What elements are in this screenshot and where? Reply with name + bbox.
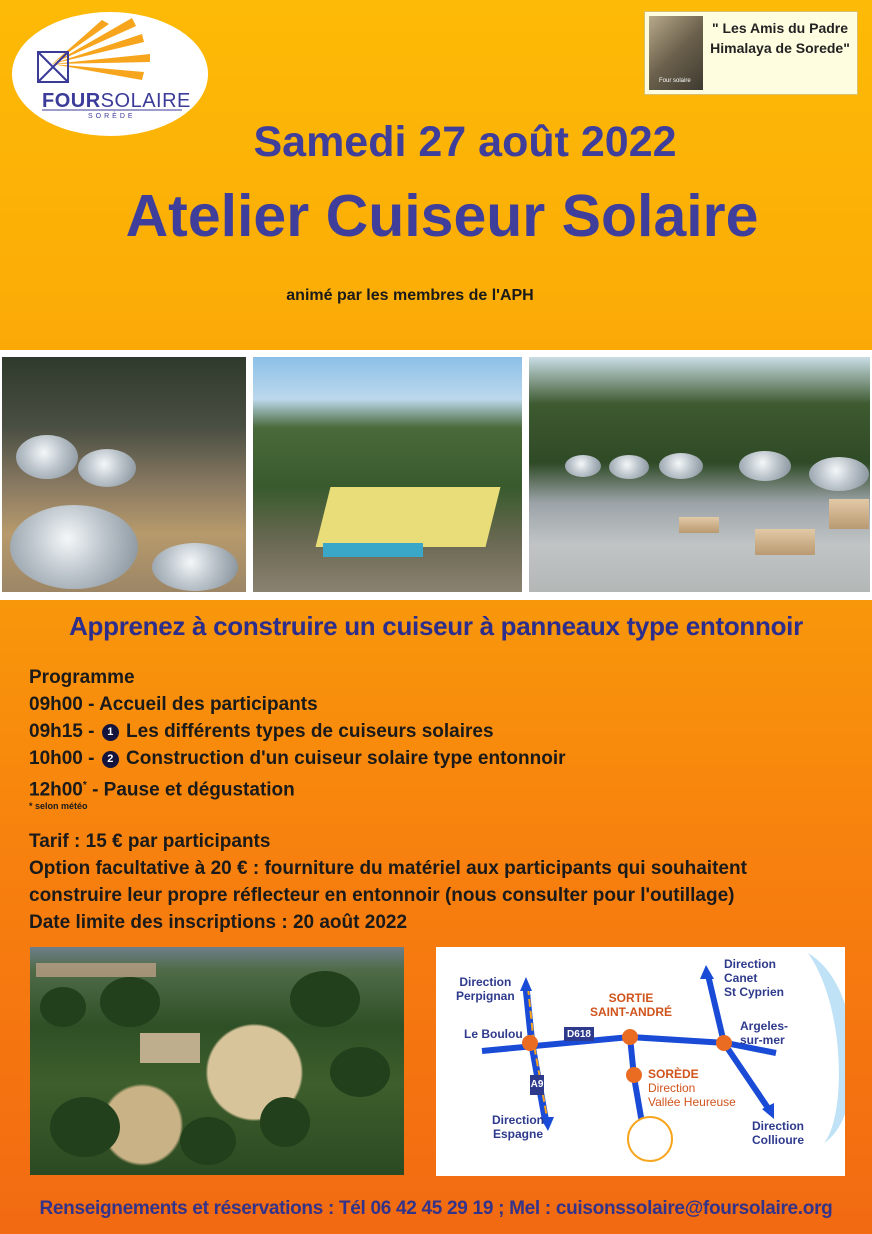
label-collioure: Direction Collioure <box>752 1119 805 1147</box>
workshop-photo-2 <box>253 357 522 592</box>
workshop-photo-3 <box>529 357 870 592</box>
label-sortie: SORTIE SAINT-ANDRÉ <box>590 991 673 1019</box>
program <box>29 664 566 811</box>
program-item: 09h00 - Accueil des participants <box>29 694 318 715</box>
label-le-boulou: Le Boulou <box>464 1027 523 1041</box>
pricing-info <box>29 828 747 936</box>
photo-caption: Four solaire <box>659 78 691 84</box>
association-badge <box>644 11 858 95</box>
label-argeles: Argeles- sur-mer <box>740 1019 789 1047</box>
price-line: Tarif : 15 € par participants <box>29 831 271 852</box>
label-direction-perpignan: Direction Perpignan <box>456 975 515 1003</box>
event-date: Samedi 27 août 2022 <box>253 118 677 166</box>
label-mer: Mer Méditerranée <box>803 1022 813 1090</box>
program-heading: Programme <box>29 667 135 688</box>
label-d618: D618 <box>567 1029 591 1040</box>
program-note: * selon météo <box>29 801 88 812</box>
association-name: " Les Amis du Padre Himalaya de Sorede" <box>710 20 850 56</box>
label-canet: Direction Canet St Cyprien <box>724 957 785 999</box>
logo-place: SORÈDE <box>88 113 136 120</box>
label-vallee: Direction Vallée Heureuse <box>648 1081 736 1109</box>
access-map <box>436 947 845 1176</box>
label-espagne: Direction Espagne <box>492 1113 545 1141</box>
program-item: 12h00* - Pause et dégustation <box>29 779 295 801</box>
event-subtitle: animé par les membres de l'APH <box>286 287 534 304</box>
label-sorede: SORÈDE <box>648 1067 699 1081</box>
option-line-2: construire leur propre réflecteur en entonnoir (nous consulter pour l'outillage) <box>29 885 735 906</box>
option-line: Option facultative à 20 € : fourniture du matériel aux participants qui souhaitent <box>29 858 747 879</box>
deadline-line: Date limite des inscriptions : 20 août 2022 <box>29 912 408 933</box>
aerial-photo <box>30 947 404 1175</box>
headline: Apprenez à construire un cuiseur à panneaux type entonnoir <box>69 611 803 641</box>
event-title: Atelier Cuiseur Solaire <box>125 183 759 249</box>
program-item: 10h00 - 2 Construction d'un cuiseur solaire type entonnoir <box>29 748 566 769</box>
label-a9: A9 <box>530 1079 544 1090</box>
workshop-photo-1 <box>2 357 246 592</box>
step-1-badge: 1 <box>102 724 119 741</box>
program-item: 09h15 - 1 Les différents types de cuiseurs solaires <box>29 721 494 742</box>
contact-footer: Renseignements et réservations : Tél 06 42 45 29 19 ; Mel : cuisonssolaire@foursolaire.org <box>39 1198 833 1219</box>
logo-wordmark: FOURSOLAIRE <box>42 90 191 112</box>
step-2-badge: 2 <box>102 751 119 768</box>
